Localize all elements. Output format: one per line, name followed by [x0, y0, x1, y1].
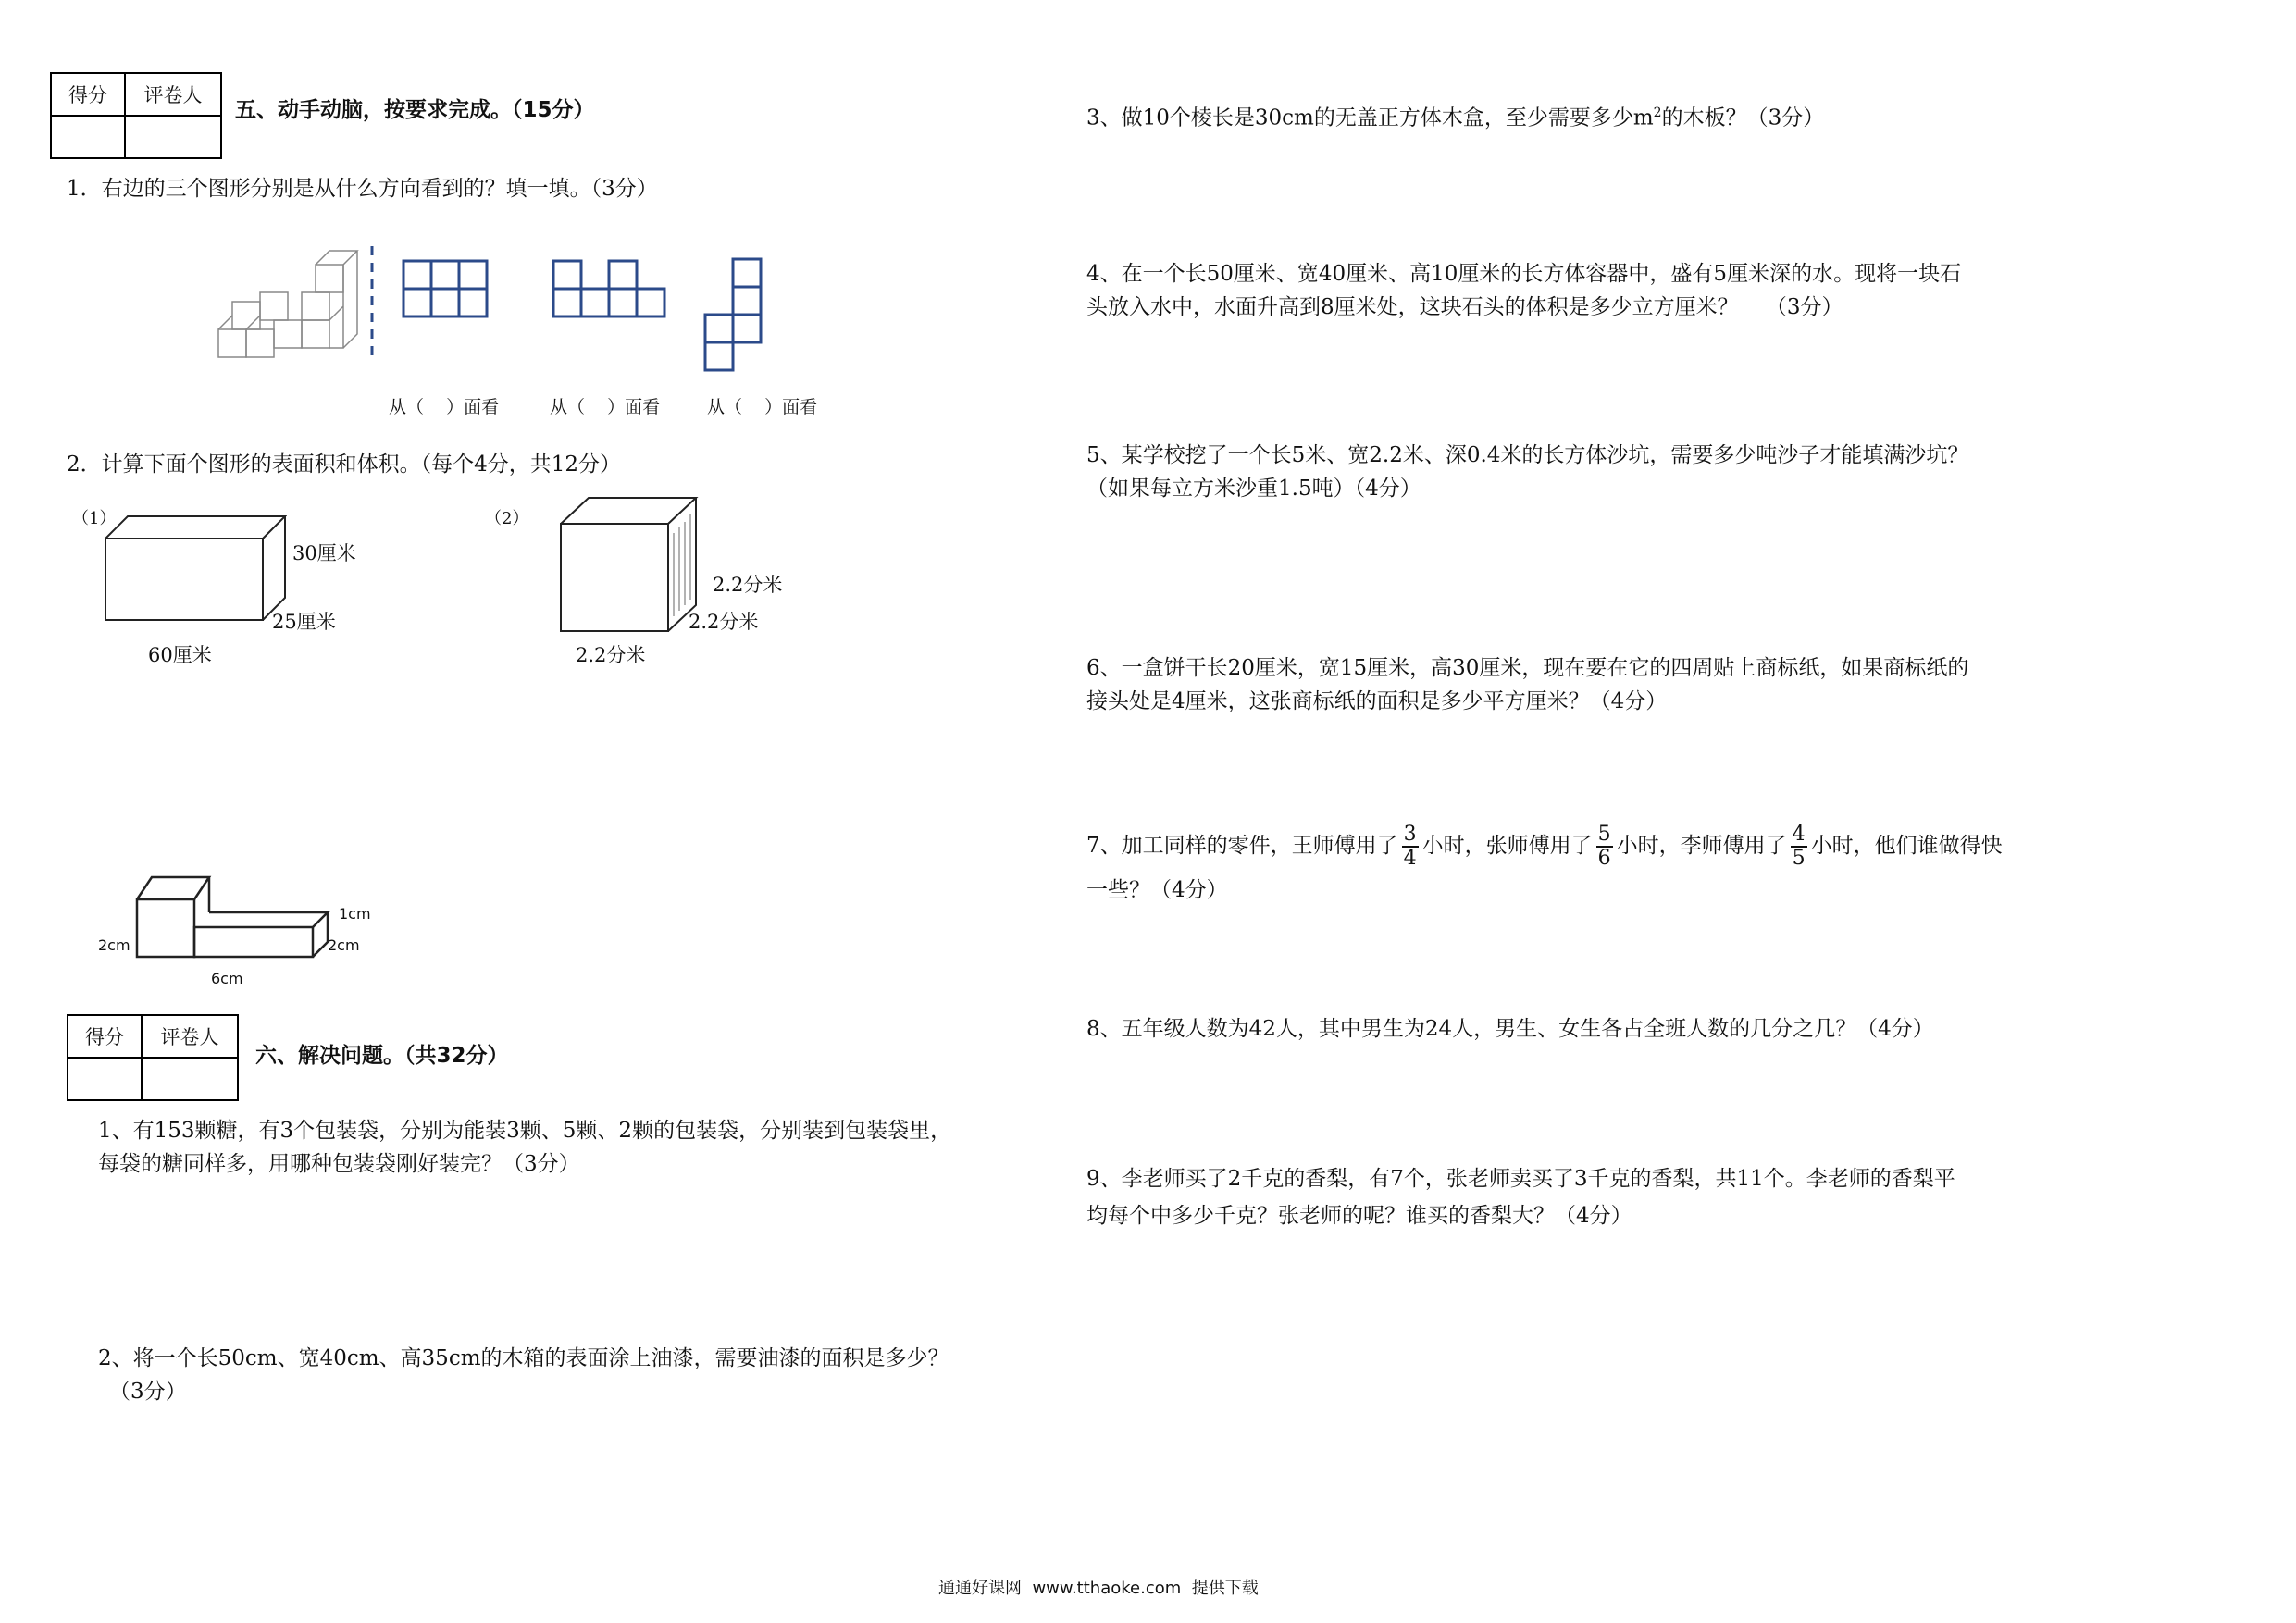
q5-line1: 5、某学校挖了一个长5米、宽2.2米、深0.4米的长方体沙坑，需要多少吨沙子才能填满沙坑？	[1086, 443, 1969, 467]
fig1-tag: （1）	[72, 509, 117, 528]
q9-line2: 均每个中多少千克？张老师的呢？谁买的香梨大？（4分）	[1086, 1204, 1632, 1228]
section5-title: 五、动手动脑，按要求完成。（15分）	[235, 98, 595, 122]
section6-q1	[98, 1114, 951, 1181]
q1-line2: 每袋的糖同样多，用哪种包装袋刚好装完？（3分）	[98, 1152, 580, 1176]
fraction-1-numerator: 3	[1403, 823, 1417, 846]
section6-q3	[1086, 96, 1824, 135]
q4-line2: 头放入水中，水面升高到8厘米处，这块石头的体积是多少立方厘米？ （3分）	[1086, 295, 1843, 319]
section6-q6	[1086, 651, 1968, 718]
fig2-width-label: 2.2分米	[576, 644, 646, 666]
q3-superscript: 2	[1653, 105, 1662, 120]
q6-line2: 接头处是4厘米，这张商标纸的面积是多少平方厘米？（4分）	[1086, 689, 1668, 713]
q7-part-1: 7、加工同样的零件，王师傅用了	[1086, 834, 1398, 858]
view-label-b: 从（ ）面看	[550, 397, 661, 417]
fraction-2-denominator: 6	[1597, 847, 1611, 870]
fig3-length-label: 6cm	[211, 970, 243, 987]
fig2-height-label: 2.2分米	[713, 574, 783, 596]
score-cell[interactable]	[51, 116, 125, 158]
grader-cell[interactable]	[125, 116, 221, 158]
view-label-a: 从（ ）面看	[389, 397, 500, 417]
section6-q8: 8、五年级人数为42人，其中男生为24人，男生、女生各占全班人数的几分之几？（4分）	[1086, 1017, 1934, 1041]
q9-line1: 9、李老师买了2千克的香梨，有7个，张老师卖买了3千克的香梨，共11个。李老师的香梨平	[1086, 1167, 1955, 1191]
fraction-1	[1402, 824, 1419, 870]
grader-label: 评卷人	[142, 1015, 238, 1058]
section6-q7	[1086, 818, 2003, 907]
view-b-drawing	[553, 261, 664, 316]
q7-part-3: 小时，李师傅用了	[1616, 834, 1787, 858]
section5-q2: 2．计算下面个图形的表面积和体积。（每个4分，共12分）	[67, 452, 622, 477]
score-label: 得分	[51, 73, 125, 116]
q3-text-a: 3、做10个棱长是30cm的无盖正方体木盒，至少需要多少m	[1086, 105, 1654, 130]
section5-q1: 1．右边的三个图形分别是从什么方向看到的？填一填。（3分）	[67, 177, 658, 201]
cube-figure-2	[559, 496, 707, 635]
q7-part-2: 小时，张师傅用了	[1421, 834, 1593, 858]
fig1-length-label: 60厘米	[148, 644, 212, 666]
fig3-depth-label: 2cm	[328, 936, 360, 954]
section6-q2	[98, 1342, 949, 1408]
q2-line2: （3分）	[109, 1380, 187, 1404]
cuboid-figure-1	[102, 514, 287, 626]
q7-line2: 一些？（4分）	[1086, 878, 1228, 902]
fraction-3-numerator: 4	[1792, 823, 1806, 846]
q6-line1: 6、一盒饼干长20厘米，宽15厘米，高30厘米，现在要在它的四周贴上商标纸，如果商标纸的	[1086, 656, 1969, 680]
view-label-c: 从（ ）面看	[707, 397, 818, 417]
fig2-depth-label: 2.2分米	[689, 611, 759, 633]
fig3-left-height-label: 2cm	[98, 936, 130, 954]
fig1-depth-label: 25厘米	[272, 611, 336, 633]
q7-part-4: 小时，他们谁做得快	[1810, 834, 2003, 858]
fraction-3-denominator: 5	[1792, 847, 1806, 870]
section6-q5	[1086, 439, 1968, 505]
q5-line2: （如果每立方米沙重1.5吨）（4分）	[1086, 477, 1421, 501]
fig2-tag: （2）	[485, 509, 529, 528]
section6-title: 六、解决问题。（共32分）	[255, 1044, 509, 1068]
composite-figure-3	[131, 870, 335, 962]
section6-q9	[1086, 1160, 1955, 1234]
view-c-drawing	[705, 259, 761, 370]
q2-line1: 2、将一个长50cm、宽40cm、高35cm的木箱的表面涂上油漆，需要油漆的面积是多少？	[98, 1346, 949, 1370]
q3-text-b: 的木板？（3分）	[1661, 105, 1825, 130]
fraction-2	[1596, 824, 1613, 870]
grader-label: 评卷人	[125, 73, 221, 116]
score-table-section6	[67, 1014, 239, 1101]
section6-q4	[1086, 257, 1961, 324]
view-a-drawing	[403, 261, 487, 316]
score-cell[interactable]	[68, 1058, 142, 1100]
score-label: 得分	[68, 1015, 142, 1058]
q7-line1	[1086, 818, 2003, 873]
fig1-height-label: 30厘米	[292, 542, 356, 564]
fraction-1-denominator: 4	[1403, 847, 1417, 870]
fraction-3	[1791, 824, 1807, 870]
page-footer: 通通好课网 www.tthaoke.com 提供下载	[938, 1579, 1259, 1598]
cube-stack-drawing	[218, 251, 357, 357]
fig3-right-height-label: 1cm	[339, 905, 371, 923]
fraction-2-numerator: 5	[1597, 823, 1611, 846]
score-table-section5	[50, 72, 222, 159]
grader-cell[interactable]	[142, 1058, 238, 1100]
q1-line1: 1、有153颗糖，有3个包装袋，分别为能装3颗、5颗、2颗的包装袋，分别装到包装袋里，	[98, 1119, 952, 1143]
q4-line1: 4、在一个长50厘米、宽40厘米、高10厘米的长方体容器中，盛有5厘米深的水。现将一块石	[1086, 262, 1962, 286]
